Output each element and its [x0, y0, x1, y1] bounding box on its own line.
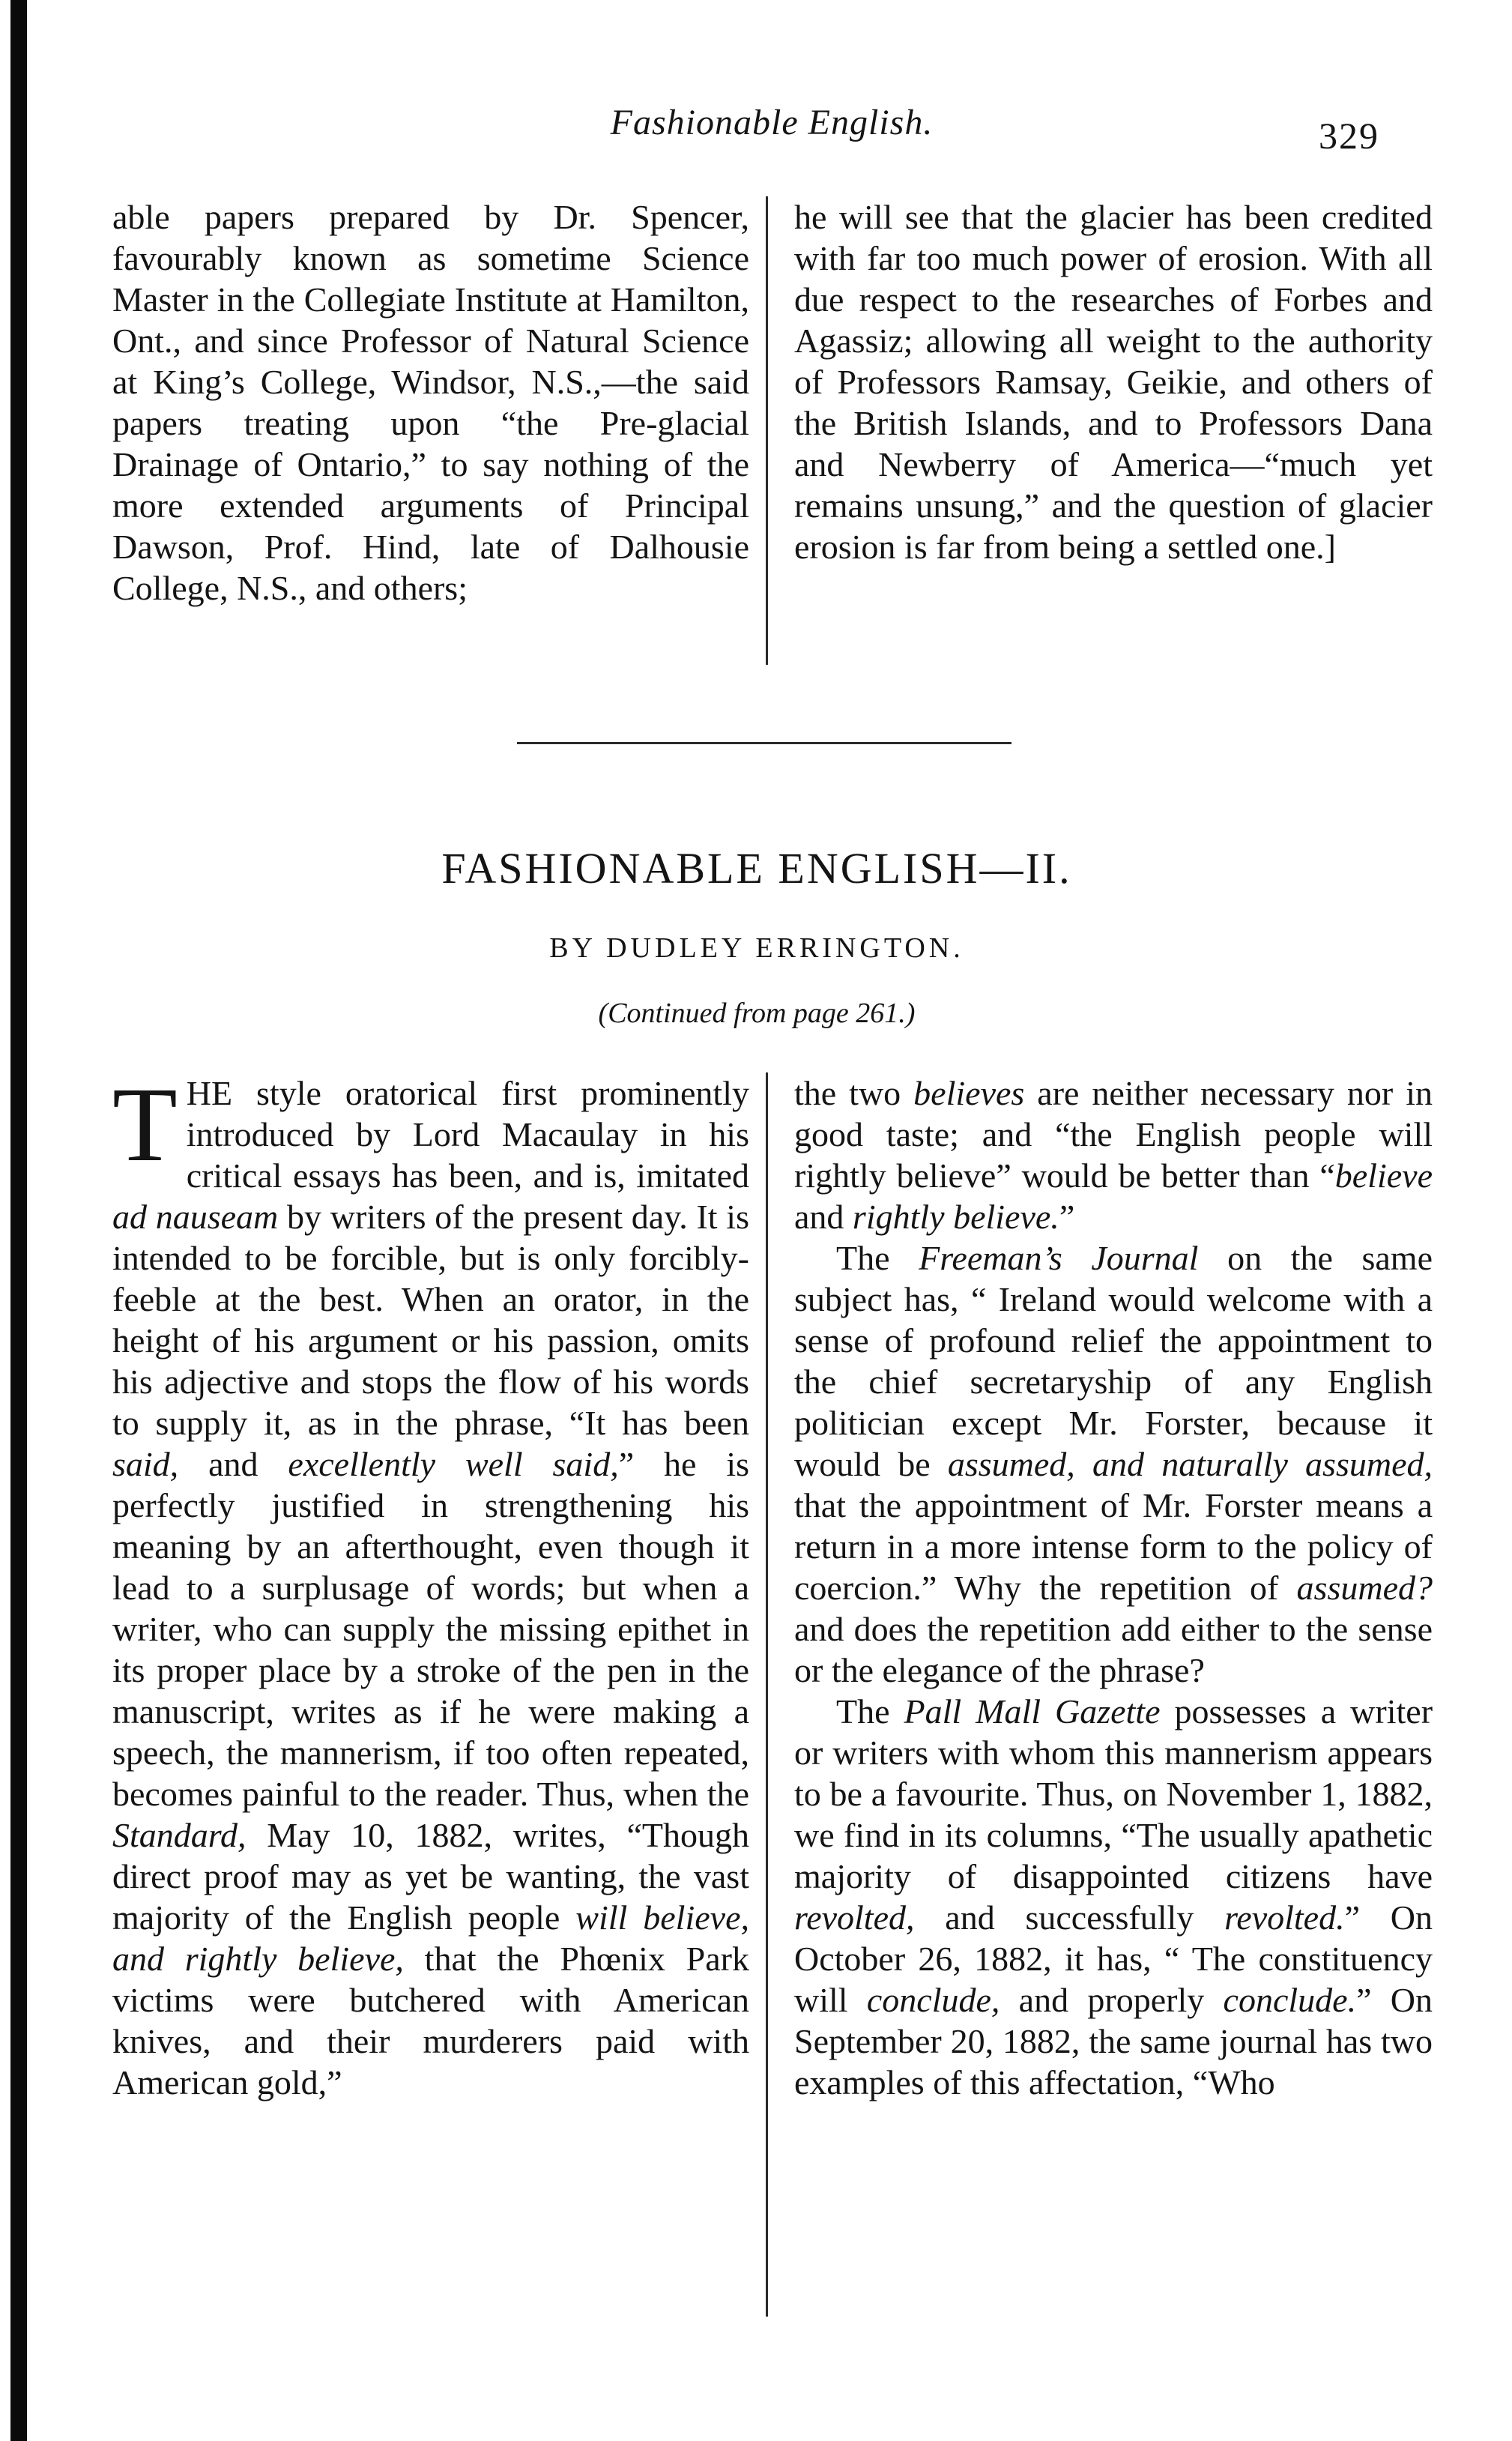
italic-run: assumed?	[1296, 1569, 1433, 1607]
text-run: that the appointment of Mr. Forster means a return in a more intense form to the policy of coercion.” Why the repetition of	[794, 1486, 1433, 1607]
text-run: on the same subject has, “ Ireland would welcome with a sense of profound relief the appointment to the chief secretaryship of any English politician except Mr. Forster, because it would be	[794, 1239, 1433, 1483]
italic-run: excellently well said,	[288, 1445, 619, 1483]
paragraph	[794, 1691, 1433, 2103]
italic-run: assumed, and naturally assumed,	[947, 1445, 1433, 1483]
italic-run: will believe, and rightly believe,	[112, 1898, 749, 1978]
continued-note: (Continued from page 261.)	[598, 998, 916, 1029]
italic-run: revolted,	[794, 1898, 915, 1937]
text-run: ”	[1059, 1198, 1075, 1236]
italic-run: Freeman’s Journal	[919, 1239, 1199, 1277]
column-divider-bottom	[766, 1072, 768, 2317]
italic-run: believe	[1334, 1156, 1433, 1195]
italic-run: Pall Mall Gazette	[904, 1692, 1161, 1731]
running-header-title: Fashionable English.	[610, 103, 934, 142]
bottom-left-column	[112, 1065, 750, 2103]
text-run: May 10, 1882, writes, “Though direct proof may as yet be wanting, the vast majority of the English people	[112, 1816, 749, 1937]
italic-run: rightly believe.	[852, 1198, 1059, 1236]
paragraph	[794, 1237, 1433, 1691]
text-run: ” On October 26, 1882, it has, “ The constituency will	[794, 1898, 1433, 2019]
italic-run: revolted.	[1224, 1898, 1345, 1937]
paragraph: able papers prepared by Dr. Spencer, favourably known as sometime Science Master in the Collegiate Institute at Hamilton, Ont., and since Professor of Natural Science at King’s College, Windsor, N.S.,—the said papers treating upon “the Pre-glacial Drainage of Ontario,” to say nothing of the more extended arguments of Principal Dawson, Prof. Hind, late of Dalhousie College, N.S., and others;	[112, 198, 749, 607]
text-run: The	[836, 1239, 919, 1277]
paragraph: he will see that the glacier has been credited with far too much power of erosion. With all due respect to the researches of Forbes and Agassiz; allowing all weight to the authority of Professors Ramsay, Geikie, and others of the British Islands, and to Professors Dana and Newberry of America—“much yet remains unsung,” and the question of glacier erosion is far from being a settled one.]	[794, 198, 1433, 566]
text-run: by writers of the present day. It is intended to be forcible, but is only forcibly-feeble at the best. When an orator, in the height of his argument or his passion, omits his adjective and stops the flow of his words to supply it, as in the phrase, “It has been	[112, 1198, 749, 1442]
text-run: and successfully	[914, 1898, 1225, 1937]
article-title: FASHIONABLE ENGLISH—II.	[441, 844, 1072, 893]
section-separator-rule	[517, 742, 1011, 744]
italic-run: conclude.	[1223, 1981, 1357, 2019]
text-run: and does the repetition add either to the sense or the elegance of the phrase?	[794, 1610, 1433, 1689]
text-run: are neither necessary nor in good taste; and “the English people will rightly believe” would be better than “	[794, 1074, 1433, 1195]
text-run: and properly	[1000, 1981, 1224, 2019]
opening-paragraph	[112, 1065, 750, 2103]
italic-run: conclude,	[866, 1981, 1000, 2019]
page-number: 329	[1319, 115, 1379, 157]
bottom-right-column	[794, 1072, 1433, 2103]
drop-cap: T	[112, 1065, 178, 1183]
paragraph	[794, 1072, 1433, 1237]
italic-run: Standard,	[112, 1816, 247, 1854]
article-byline: BY DUDLEY ERRINGTON.	[549, 932, 964, 964]
binding-edge-shadow	[10, 0, 27, 2441]
text-run: and	[794, 1198, 853, 1236]
top-left-column	[112, 196, 749, 609]
text-run: ” On September 20, 1882, the same journal has two examples of this affectation, “Who	[794, 1981, 1433, 2101]
text-run: The	[836, 1692, 904, 1731]
text-run: possesses a writer or writers with whom this mannerism appears to be a favourite. Thus, on November 1, 1882, we find in its columns, “The usually apathetic majority of disappointed citizens have	[794, 1692, 1433, 1895]
italic-run: ad nauseam	[112, 1198, 279, 1236]
text-run: and	[178, 1445, 288, 1483]
text-run: HE style oratorical first prominently introduced by Lord Macaulay in his critical essays has been, and is, imitated	[186, 1074, 749, 1195]
text-run: the two	[794, 1074, 914, 1112]
italic-run: said,	[112, 1445, 179, 1483]
italic-run: believes	[913, 1074, 1025, 1112]
column-divider-top	[766, 196, 768, 665]
top-right-column	[794, 196, 1433, 567]
text-run: that the Phœnix Park victims were butchered with American knives, and their murderers paid with American gold,”	[112, 1940, 750, 2101]
text-run: ” he is perfectly justified in strengthening his meaning by an afterthought, even though it lead to a surplusage of words; but when a writer, who can supply the missing epithet in its proper place by a stroke of the pen in the manuscript, writes as if he were making a speech, the mannerism, if too often repeated, becomes painful to the reader. Thus, when the	[112, 1445, 750, 1813]
